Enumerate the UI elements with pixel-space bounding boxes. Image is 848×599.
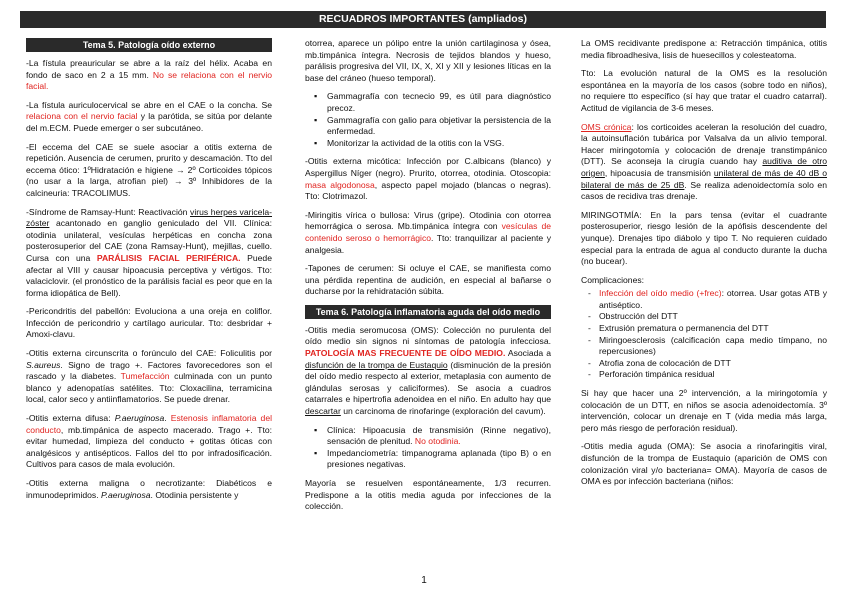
section-header-tema5: Tema 5. Patología oído externo <box>26 38 272 52</box>
paragraph-otitis-circunscrita: -Otitis externa circunscrita o forúnculo del CAE: Foliculitis por S.aureus. Signo de trago +. Factores favorecedores son el rascado y la diabetes. Tumefacción culminada con un punto blanco y adenopatías satélites. Tto: Cloxacilina, terramicina local, calor seco y antiinflamatorios. Se puede drenar. <box>26 348 272 405</box>
section-header-tema6: Tema 6. Patología inflamatoria aguda del oído medio <box>305 305 551 319</box>
paragraph-fistula-preauricular: -La fístula preauricular se abre a la raíz del hélix. Acaba en fondo de saco en 2 a 15 mm. No se relaciona con el nervio facial. <box>26 58 273 92</box>
list-item: ▪ Clínica: Hipoacusia de transmisión (Rinne negativo), sensación de plenitud. No otodinia. <box>305 425 551 448</box>
paragraph-tapones-cerumen: -Tapones de cerumen: Si ocluye el CAE, se manifiesta como una pérdida repentina de audición, en especial al bañarse o ducharse por la rehidratación súbita. <box>305 263 551 297</box>
paragraph-miringitis: -Miringitis vírica o bullosa: Virus (gripe). Otodinia con otorrea hemorrágica o serosa. Mb.timpánica íntegra con vesículas de contenido seroso o hemorrágico. Tto: tranquilizar al paciente y analgesia. <box>305 209 551 255</box>
list-item: - Miringoesclerosis (calcificación capa medio tímpano, no repercusiones) <box>581 335 827 358</box>
list-item: - Obstrucción del DTT <box>581 311 827 323</box>
document-title: RECUADROS IMPORTANTES (ampliados) <box>20 11 826 28</box>
list-item: ▪ Monitorizar la actividad de la otitis con la VSG. <box>305 138 551 150</box>
paragraph-oms-recidivante: La OMS recidivante predispone a: Retracción timpánica, otitis media fibroadhesiva, lisis de huesecillos y colesteatoma. <box>581 38 827 60</box>
paragraph-oms-evolucion: Mayoría se resuelven espontáneamente, 1/3 recurren. Predispone a la otitis media aguda por infecciones de la colección. <box>305 478 551 512</box>
paragraph-pericondritis: -Pericondritis del pabellón: Evoluciona a una oreja en coliflor. Infección de pericondrio y cartílago auricular. Tto: desbridar + Amoxi-clavu. <box>26 306 272 340</box>
paragraph-eccema: -El eccema del CAE se suele asociar a otitis externa de repetición. Ausencia de cerumen, prurito y descamación. Tto del eccema ótico: 1ºHidratación e higiene → 2º Corticoides tópicos (no usar a la larga, atrofian piel) → 3º Inhibidores de la calcineuria: TRACOLIMUS. <box>26 141 272 198</box>
list-item: - Extrusión prematura o permanencia del DTT <box>581 323 827 335</box>
paragraph-oms-cronica: OMS crónica: los corticoides aceleran la resolución del cuadro, la autoinsuflación tubárica por Valsalva da un alivio temporal. Hacer miringotomía y colocación de drenaje transtimpánico (DTT). Se aconseja la cirugía cuando hay auditiva de otro origen, hipoacusia de transmisión unilateral de más de 40 dB o bilateral de más de 25 dB. Se realiza adenoidectomía solo en casos de recidiva tras drenaje. <box>581 121 828 202</box>
list-item: - Atrofia zona de colocación de DTT <box>581 358 827 370</box>
column-1 <box>26 38 272 508</box>
paragraph-fistula-auriculocervical: -La fístula auriculocervical se abre en el CAE o la concha. Se relaciona con el nervio facial y la parótida, se sitúa por delante del m.ECM. Puede emerger o ser subcutáneo. <box>26 99 273 133</box>
paragraph-otitis-maligna: -Otitis externa maligna o necrotizante: Diabéticos e inmunodeprimidos. P.aeruginosa. Otodinia persistente y <box>26 478 272 500</box>
list-item: ▪ Gammagrafía con tecnecio 99, es útil para diagnóstico precoz. <box>305 91 551 114</box>
paragraph-miringotomia: MIRINGOTMÍA: En la pars tensa (evitar el cuadrante posterosuperior, riesgo lesión de la apófisis descendente del yunque). Drenajes tipo diábolo y tipo T. No requieren cuidado especial para la entrada de agua al conducto durante la ducha (no bucear). <box>581 209 827 267</box>
page-number: 1 <box>421 575 427 586</box>
complications-title: Complicaciones: <box>581 274 645 285</box>
list-oms <box>305 425 551 471</box>
paragraph-oms-tto: Tto: La evolución natural de la OMS es la resolución espontánea en la mayoría de los casos (sobre todo en niños), no requiere tto específico (sí hay que tratar el cuadro catarral). Actitud de vigilancia de 3-6 meses. <box>581 68 827 113</box>
list-complicaciones <box>581 288 827 381</box>
paragraph-ramsay-hunt: -Síndrome de Ramsay-Hunt: Reactivación virus herpes varicela-zóster acantonado en ganglio geniculado del VII. Clínica: otodinia unilateral, vesículas herpéticas en concha zona posterosuperior del CAE (zona Ramsay-Hunt), mejillas, cuello. Cursa con una PARÁLISIS FACIAL PERIFÉRICA. Puede afectar al VIII y causar hipoacusia perceptiva y vértigos. Tto: valaciclovir. (el pronóstico de la parálisis facial es peor que en la forma idiopática de Bell). <box>26 206 273 298</box>
column-2 <box>305 38 551 520</box>
paragraph-segunda-intervencion: Si hay que hacer una 2º intervención, a la miringotomía y colocación de un DTT, en niños se asocia adenoidectomía. 3º intervención, colocar un drenaje en T (vida media más larga, pero más riesgo de perforación residual). <box>581 388 827 433</box>
list-item: - Infección del oído medio (+frec): otorrea. Usar gotas ATB y antiséptico. <box>581 288 827 311</box>
list-item: - Perforación timpánica residual <box>581 369 827 381</box>
list-item: ▪ Gammagrafía con galio para objetivar la persistencia de la enfermedad. <box>305 115 551 138</box>
column-3 <box>581 38 827 495</box>
paragraph-otitis-micotica: -Otitis externa micótica: Infección por C.albicans (blanco) y Aspergillus Níger (negro). Prurito, otorrea, otodinia. Otoscopia: masa algodonosa, aspecto papel mojado (blancas o negras). Tto: Clotrimazol. <box>305 156 551 202</box>
paragraph-otitis-maligna-cont: otorrea, aparece un pólipo entre la unión cartilaginosa y ósea, mb.timpánica íntegra. Necrosis de tejidos blandos y hueso, parálisis progresiva del VII, IX, X, XI y XII y lesiones líticas en la base del cráneo (hueso temporal). <box>305 38 551 83</box>
list-item: ▪ Impedanciometría: timpanograma aplanada (tipo B) o en presiones negativas. <box>305 448 551 471</box>
paragraph-oms: -Otitis media seromucosa (OMS): Colección no purulenta del oído medio sin signos ni síntomas de patología infecciosa. PATOLOGÍA MAS FRECUENTE DE OÍDO MEDIO. Asociada a disfunción de la trompa de Eustaquio (disminución de la presión del oído medio respecto al exterior, metaplasia con aumento de glándulas serosas y caliciformes). Se asocia a cuadros catarrales e hipertrofia adenoidea en el niño. En adulto hay que descartar un carcinoma de rinofaringe (exploración del cavum). <box>305 324 551 417</box>
list-otitis-maligna <box>305 91 551 149</box>
paragraph-oma: -Otitis media aguda (OMA): Se asocia a rinofaringitis viral, disfunción de la trompa de Eustaquio (aparición de OMS con colonización viral y/o bacteriana= OMA). Mayoría de casos de OMA es por infección bacteriana (niños: <box>581 441 827 487</box>
paragraph-otitis-difusa: -Otitis externa difusa: P.aeruginosa. Estenosis inflamatoria del conducto, mb.timpánica de aspecto macerado. Trago +. Tto: evitar humedad, limpieza del conducto + gotitas óticas con analgésicos y antisépticos. Fallos del tto por infradosificación. Cultivos para casos de mala evolución. <box>26 413 273 470</box>
